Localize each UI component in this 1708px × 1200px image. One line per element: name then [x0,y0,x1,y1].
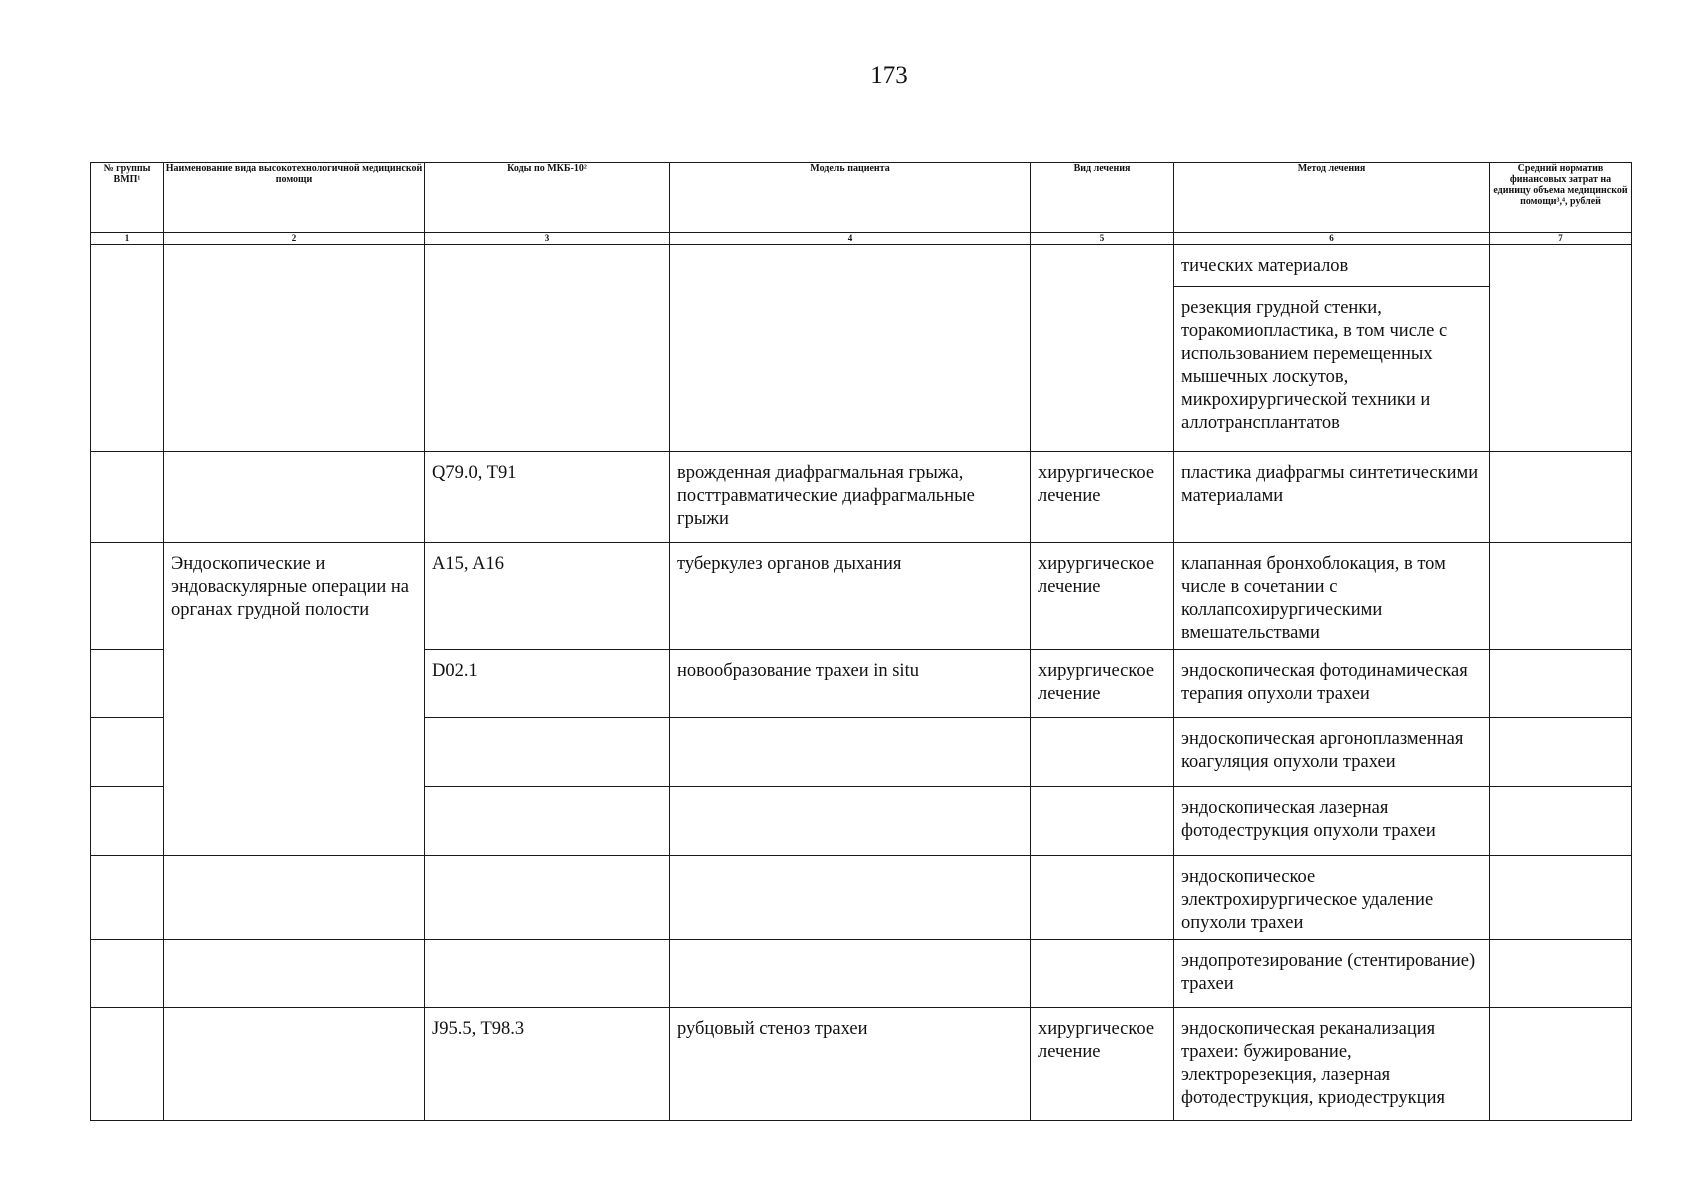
codes-cell [425,787,670,856]
model-cell [670,940,1031,1008]
name-cell [164,940,425,1008]
group-cell [91,940,164,1008]
header-name: Наименование вида высокотехнологичной медицинской помощи [164,163,425,233]
group-cell [91,650,164,718]
name-cell [164,245,425,452]
model-cell [670,718,1031,787]
table-row [91,856,1632,940]
page-number: 173 [870,62,908,89]
codes-cell: A15, A16 [425,543,670,650]
model-cell [670,245,1031,452]
codes-cell: J95.5, T98.3 [425,1008,670,1121]
name-cell: Эндоскопические и эндоваскулярные операции на органах грудной полости [164,543,425,856]
model-cell [670,856,1031,940]
cost-cell [1490,245,1632,452]
header-method: Метод лечения [1174,163,1490,233]
header-cost: Средний норматив финансовых затрат на единицу объема медицинской помощи³,⁴, рублей [1490,163,1632,233]
method-cell: эндоскопическое электрохирургическое удаление опухоли трахеи [1174,856,1490,940]
model-cell: туберкулез органов дыхания [670,543,1031,650]
model-cell: новообразование трахеи in situ [670,650,1031,718]
header-model: Модель пациента [670,163,1031,233]
column-number: 3 [425,233,670,245]
codes-cell: D02.1 [425,650,670,718]
column-number: 7 [1490,233,1632,245]
column-number: 2 [164,233,425,245]
name-cell [164,1008,425,1121]
header-treatment: Вид лечения [1031,163,1174,233]
group-cell [91,1008,164,1121]
method-cell [1174,245,1490,452]
method-cell: эндоскопическая аргоноплазменная коагуляция опухоли трахеи [1174,718,1490,787]
header-group: № группы ВМП¹ [91,163,164,233]
group-cell [91,856,164,940]
vmp-table [90,162,1632,1121]
cost-cell [1490,650,1632,718]
codes-cell [425,245,670,452]
codes-cell: Q79.0, T91 [425,452,670,543]
treatment-cell: хирургическое лечение [1031,1008,1174,1121]
table-row [91,1008,1632,1121]
method-cell: эндоскопическая реканализация трахеи: бужирование, электрорезекция, лазерная фотодеструкция, криодеструкция [1174,1008,1490,1121]
method-continuation: тических материалов [1174,245,1489,287]
column-number: 1 [91,233,164,245]
method-text: резекция грудной стенки, торакомиопластика, в том числе с использованием перемещенных мышечных лоскутов, микрохирургической техники и аллотрансплантатов [1181,298,1448,433]
model-cell: рубцовый стеноз трахеи [670,1008,1031,1121]
cost-cell [1490,543,1632,650]
cost-cell [1490,1008,1632,1121]
treatment-cell [1031,787,1174,856]
method-cell: пластика диафрагмы синтетическими материалами [1174,452,1490,543]
column-number-row [91,233,1632,245]
codes-cell [425,718,670,787]
group-cell [91,787,164,856]
treatment-cell [1031,940,1174,1008]
method-cell: эндопротезирование (стентирование) трахеи [1174,940,1490,1008]
header-codes: Коды по МКБ-10² [425,163,670,233]
treatment-cell [1031,245,1174,452]
cost-cell [1490,940,1632,1008]
model-cell [670,787,1031,856]
table-row [91,940,1632,1008]
cost-cell [1490,787,1632,856]
group-cell [91,543,164,650]
group-cell [91,718,164,787]
treatment-cell [1031,856,1174,940]
group-cell [91,245,164,452]
treatment-cell: хирургическое лечение [1031,650,1174,718]
cost-cell [1490,452,1632,543]
treatment-cell: хирургическое лечение [1031,452,1174,543]
model-cell: врожденная диафрагмальная грыжа, посттравматические диафрагмальные грыжи [670,452,1031,543]
method-cell: эндоскопическая лазерная фотодеструкция опухоли трахеи [1174,787,1490,856]
method-cell: эндоскопическая фотодинамическая терапия опухоли трахеи [1174,650,1490,718]
header-row [91,163,1632,233]
cost-cell [1490,856,1632,940]
method-cell: клапанная бронхоблокация, в том числе в сочетании с коллапсохирургическими вмешательствами [1174,543,1490,650]
treatment-cell [1031,718,1174,787]
table-row [91,245,1632,452]
treatment-cell: хирургическое лечение [1031,543,1174,650]
cost-cell [1490,718,1632,787]
column-number: 6 [1174,233,1490,245]
table-row [91,543,1632,650]
group-cell [91,452,164,543]
column-number: 4 [670,233,1031,245]
codes-cell [425,856,670,940]
codes-cell [425,940,670,1008]
column-number: 5 [1031,233,1174,245]
name-cell [164,452,425,543]
name-cell [164,856,425,940]
table-row [91,452,1632,543]
